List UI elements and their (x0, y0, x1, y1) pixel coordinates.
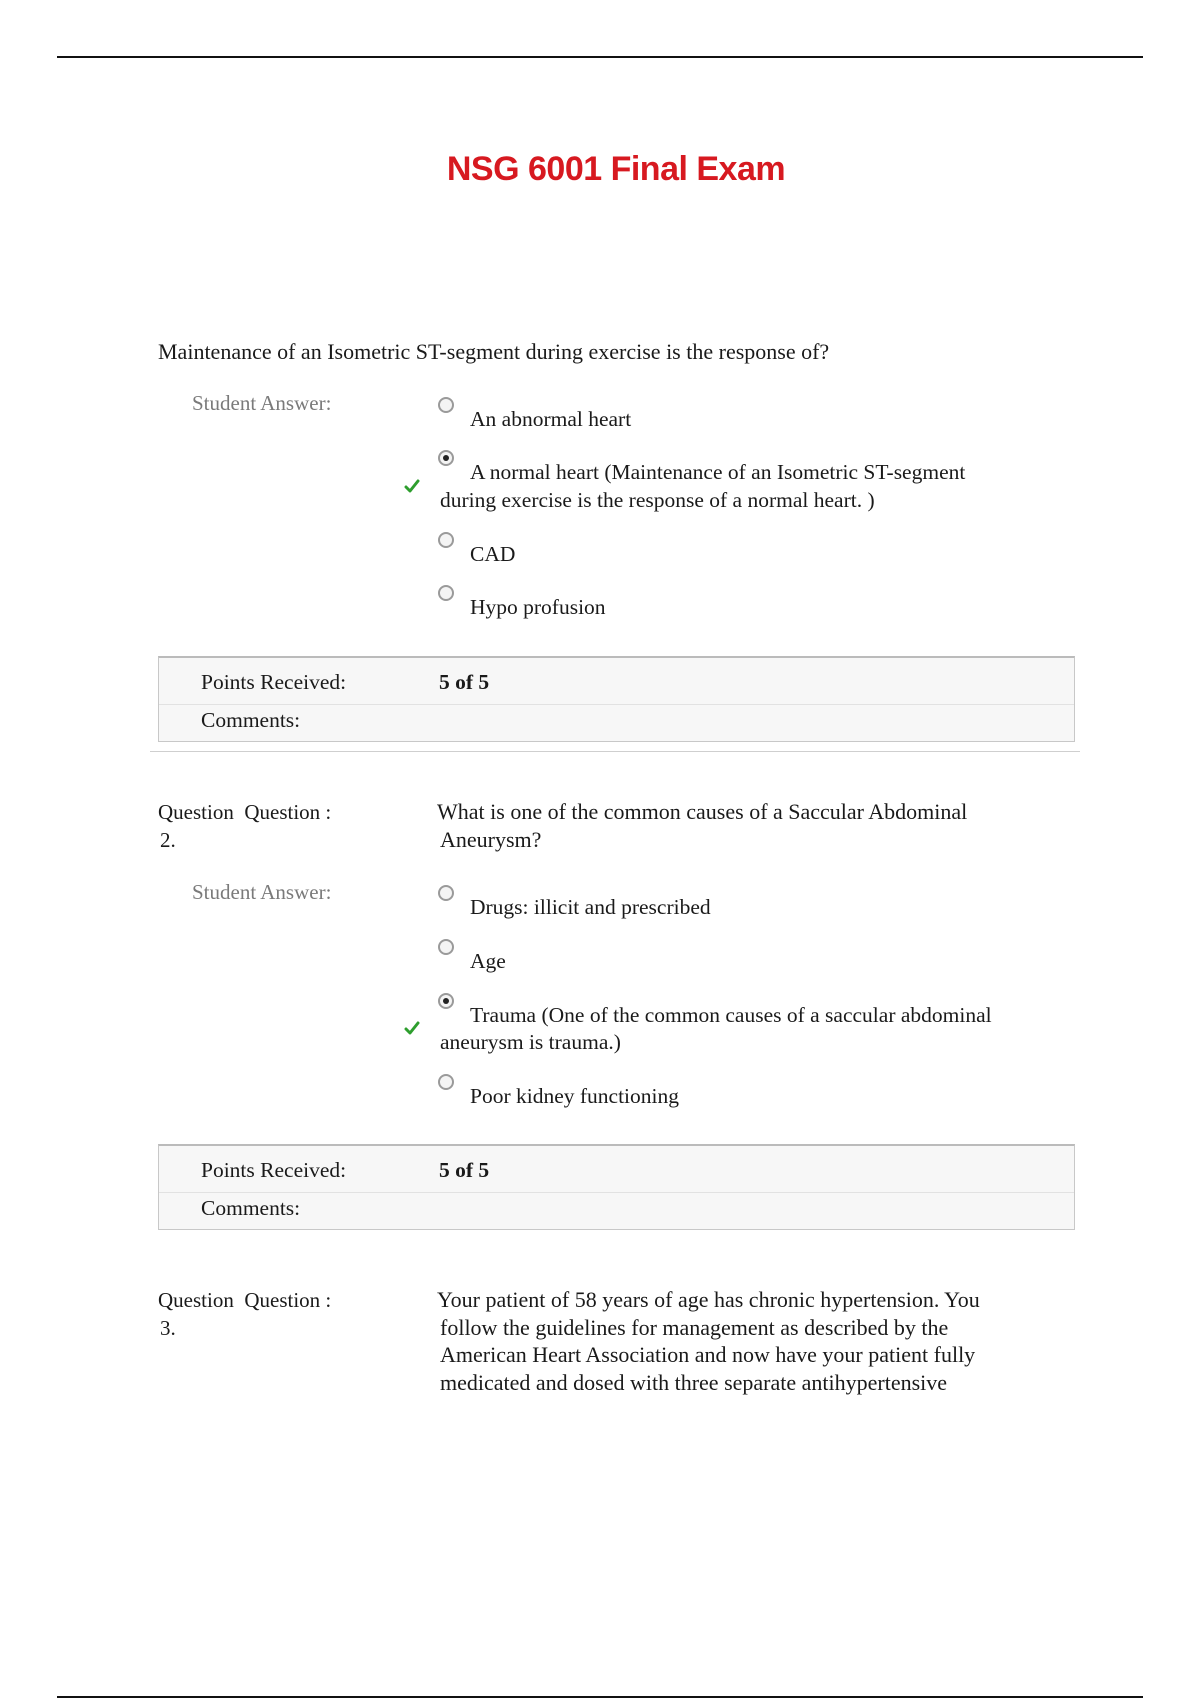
question-1-text: Maintenance of an Isometric ST-segment during exercise is the response of? (158, 339, 830, 364)
q1-option-1[interactable]: An abnormal heart (438, 405, 1078, 433)
q3-text-line3: American Heart Association and now have your patient fully (440, 1342, 976, 1367)
points-separator (159, 1192, 1074, 1193)
points-value: 5 of 5 (439, 670, 490, 694)
radio-icon[interactable] (438, 939, 454, 955)
points-received-label: Points Received: (201, 670, 347, 694)
points-value: 5 of 5 (439, 1158, 490, 1182)
correct-check-icon (404, 1020, 420, 1036)
q2-number: 2. (160, 828, 176, 852)
radio-icon[interactable] (438, 585, 454, 601)
radio-selected-icon[interactable] (438, 450, 454, 466)
q1-option-4[interactable]: Hypo profusion (438, 593, 1078, 621)
top-rule (57, 56, 1143, 58)
comments-label: Comments: (201, 708, 301, 732)
q3-text-line4: medicated and dosed with three separate antihypertensive (440, 1370, 948, 1395)
points-separator (159, 704, 1074, 705)
radio-icon[interactable] (438, 1074, 454, 1090)
q1-option-3[interactable]: CAD (438, 540, 1078, 568)
points-received-label: Points Received: (201, 1158, 347, 1182)
bottom-rule (57, 1696, 1143, 1698)
q1-points-box (158, 656, 1075, 742)
q3-label: Question Question : (158, 1288, 332, 1312)
q3-number: 3. (160, 1316, 176, 1340)
radio-selected-icon[interactable] (438, 993, 454, 1009)
q1-option-2[interactable]: A normal heart (Maintenance of an Isometric ST-segment (438, 458, 1078, 486)
student-answer-label: Student Answer: (192, 391, 332, 415)
q3-text-line2: follow the guidelines for management as described by the (440, 1315, 949, 1340)
radio-icon[interactable] (438, 532, 454, 548)
radio-icon[interactable] (438, 397, 454, 413)
q2-option-3[interactable]: Trauma (One of the common causes of a saccular abdominal (438, 1001, 1078, 1029)
q2-text-line2: Aneurysm? (440, 827, 542, 852)
q2-text-line1: What is one of the common causes of a Saccular Abdominal (437, 799, 968, 824)
q2-label: Question Question : (158, 800, 332, 824)
q3-text-line1: Your patient of 58 years of age has chronic hypertension. You (437, 1287, 980, 1312)
page-title: NSG 6001 Final Exam (446, 150, 786, 188)
student-answer-label: Student Answer: (192, 880, 332, 904)
q2-option-1[interactable]: Drugs: illicit and prescribed (438, 893, 1078, 921)
correct-check-icon (404, 478, 420, 494)
q2-option-2[interactable]: Age (438, 947, 1078, 975)
q1-option-2-line2: during exercise is the response of a normal heart. ) (440, 488, 875, 512)
question-divider (150, 751, 1080, 752)
comments-label: Comments: (201, 1196, 301, 1220)
q2-points-box (158, 1144, 1075, 1230)
q2-option-3-line2: aneurysm is trauma.) (440, 1030, 621, 1054)
radio-icon[interactable] (438, 885, 454, 901)
q2-option-4[interactable]: Poor kidney functioning (438, 1082, 1078, 1110)
